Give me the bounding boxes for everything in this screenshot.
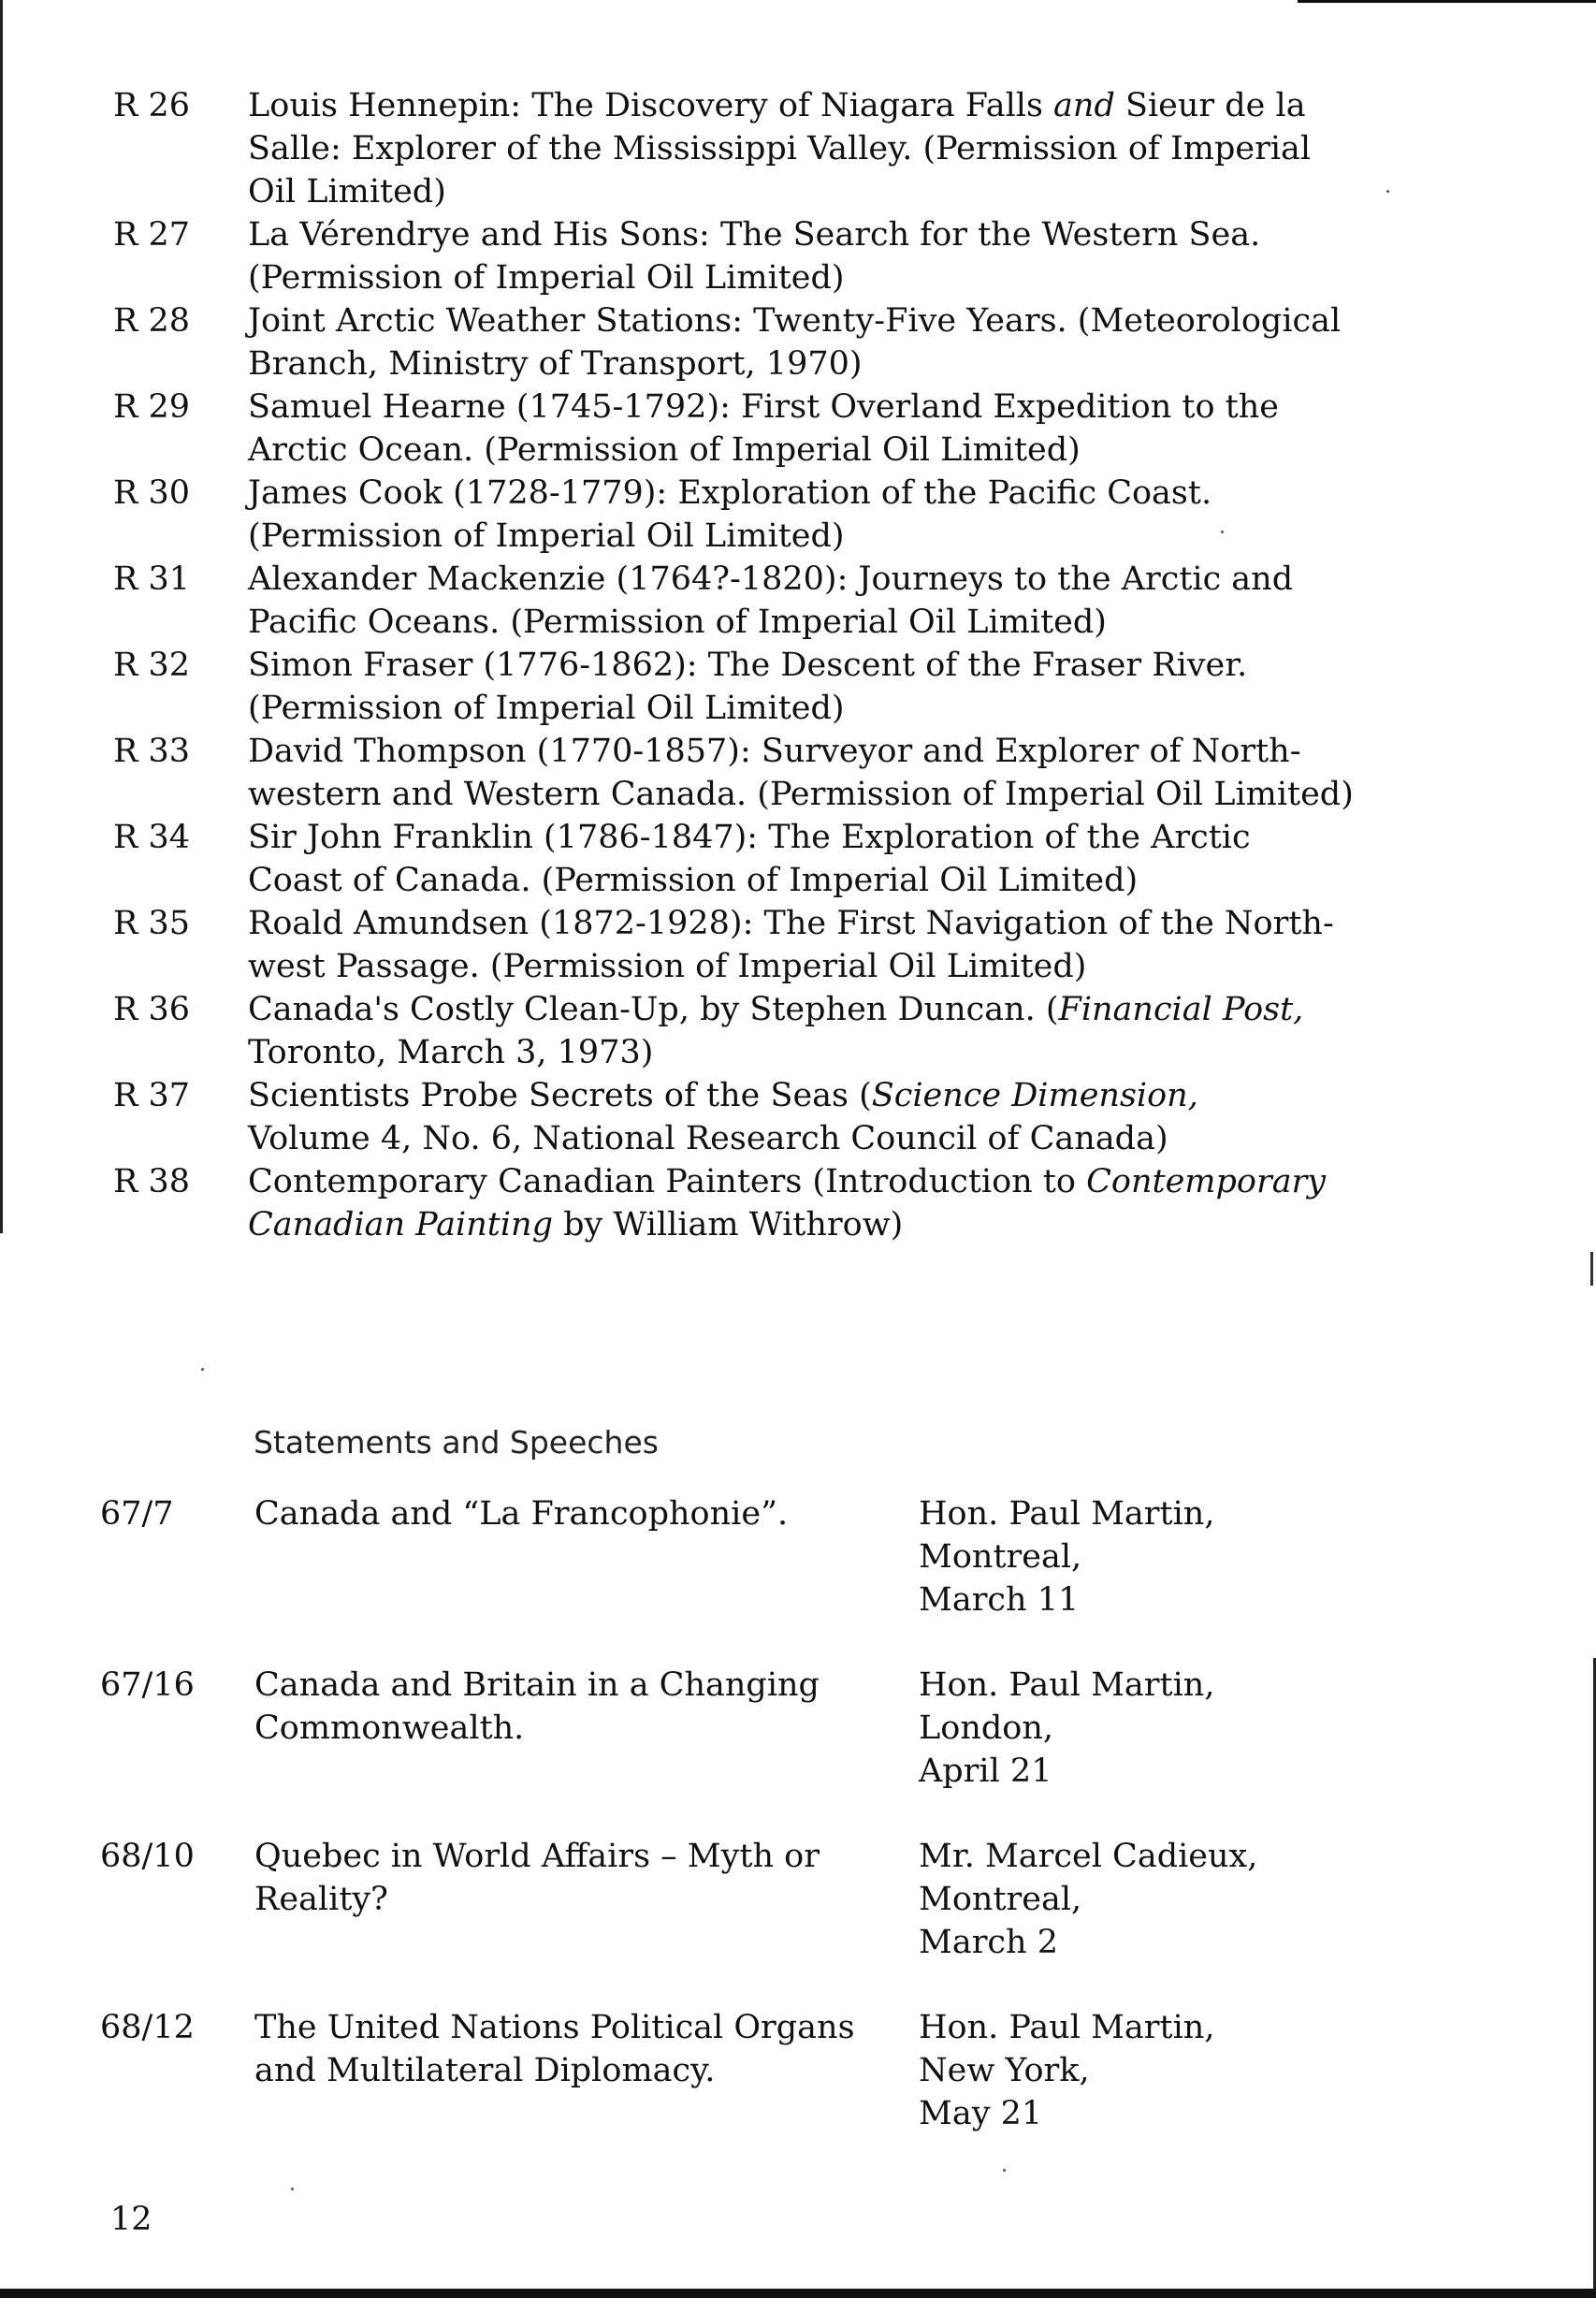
statement-item [100,1492,1503,1622]
statement-speaker-info: Hon. Paul Martin, London, April 21 [919,1666,1215,1790]
reference-item [113,902,1423,988]
reference-item [113,988,1423,1074]
reference-text: Sir John Franklin (1786-1847): The Exploration of the Arctic Coast of Canada. (Permission of Imperial Oil Limited) [248,819,1251,899]
statement-speaker-info: Hon. Paul Martin, Montreal, March 11 [919,1495,1215,1619]
reference-text: Joint Arctic Weather Stations: Twenty-Five Years. (Meteorological Branch, Ministry of Transport, 1970) [248,302,1342,383]
statements-heading: Statements and Speeches [254,1424,659,1461]
reference-number: R 35 [113,905,191,942]
scan-speck [291,2188,294,2190]
reprints-list [113,84,1423,1246]
reference-number: R 37 [113,1077,191,1114]
reference-number: R 26 [113,87,191,124]
reference-text: Alexander Mackenzie (1764?-1820): Journeys to the Arctic and Pacific Oceans. (Permission of Imperial Oil Limited) [248,560,1294,641]
scan-edge-left [0,0,3,1233]
reference-text: Samuel Hearne (1745-1792): First Overland Expedition to the Arctic Ocean. (Permission of Imperial Oil Limited) [248,388,1280,469]
reference-text: Roald Amundsen (1872-1928): The First Navigation of the North- west Passage. (Permission of Imperial Oil Limited) [248,905,1334,985]
reference-text: Contemporary Canadian Painters (Introduction to Contemporary Canadian Painting by William Withrow) [248,1163,1327,1244]
statement-speaker-info: Mr. Marcel Cadieux, Montreal, March 2 [919,1838,1258,1961]
reference-item [113,1074,1423,1160]
reference-number: R 31 [113,560,191,598]
reference-item [113,730,1423,816]
statement-number: 68/12 [100,2009,195,2046]
reference-text: Simon Fraser (1776-1862): The Descent of the Fraser River. (Permission of Imperial Oil Limited) [248,647,1248,727]
statement-title: Canada and Britain in a Changing Commonwealth. [254,1666,820,1747]
reference-item [113,644,1423,730]
statement-item [100,2006,1503,2135]
reference-text: David Thompson (1770-1857): Surveyor and Explorer of North- western and Western Canada. (Permission of Imperial Oil Limited) [248,733,1354,813]
reference-number: R 28 [113,302,191,340]
reference-number: R 34 [113,819,191,856]
reference-number: R 27 [113,216,191,254]
statement-title: Canada and “La Francophonie”. [254,1495,789,1533]
reference-item [113,472,1423,558]
reference-number: R 38 [113,1163,191,1200]
reference-item [113,1160,1423,1246]
reference-item [113,84,1423,213]
reference-item [113,213,1423,299]
reference-text: Louis Hennepin: The Discovery of Niagara Falls and Sieur de la Salle: Explorer of the Mississippi Valley. (Permission of Imperial Oil Limited) [248,87,1312,211]
reference-text: James Cook (1728-1779): Exploration of the Pacific Coast. (Permission of Imperial Oil Limited) [248,474,1212,555]
statement-speaker-info: Hon. Paul Martin, New York, May 21 [919,2009,1215,2132]
statement-title: The United Nations Political Organs and Multilateral Diplomacy. [254,2009,855,2089]
statement-item [100,1835,1503,1964]
reference-item [113,558,1423,644]
reference-item [113,299,1423,385]
reference-text: Scientists Probe Secrets of the Seas (Science Dimension, Volume 4, No. 6, National Research Council of Canada) [248,1077,1198,1157]
statement-number: 67/16 [100,1666,195,1704]
reference-text: La Vérendrye and His Sons: The Search for the Western Sea. (Permission of Imperial Oil Limited) [248,216,1261,297]
reference-number: R 36 [113,991,191,1028]
scan-speck [201,1368,204,1371]
scan-edge-bottom [0,2289,1596,2298]
statements-list [100,1492,1503,2177]
reference-number: R 33 [113,733,191,770]
page-number: 12 [110,2201,152,2238]
statement-item [100,1664,1503,1793]
statement-title: Quebec in World Affairs – Myth or Reality? [254,1838,820,1918]
reference-text: Canada's Costly Clean-Up, by Stephen Duncan. (Financial Post, Toronto, March 3, 1973) [248,991,1304,1071]
statement-number: 68/10 [100,1838,195,1875]
scan-mark [1590,1252,1593,1286]
scan-edge-top [1298,0,1596,3]
reference-number: R 29 [113,388,191,426]
reference-item [113,816,1423,902]
reference-item [113,385,1423,472]
reference-number: R 30 [113,474,191,512]
statement-number: 67/7 [100,1495,174,1533]
reference-number: R 32 [113,647,191,684]
